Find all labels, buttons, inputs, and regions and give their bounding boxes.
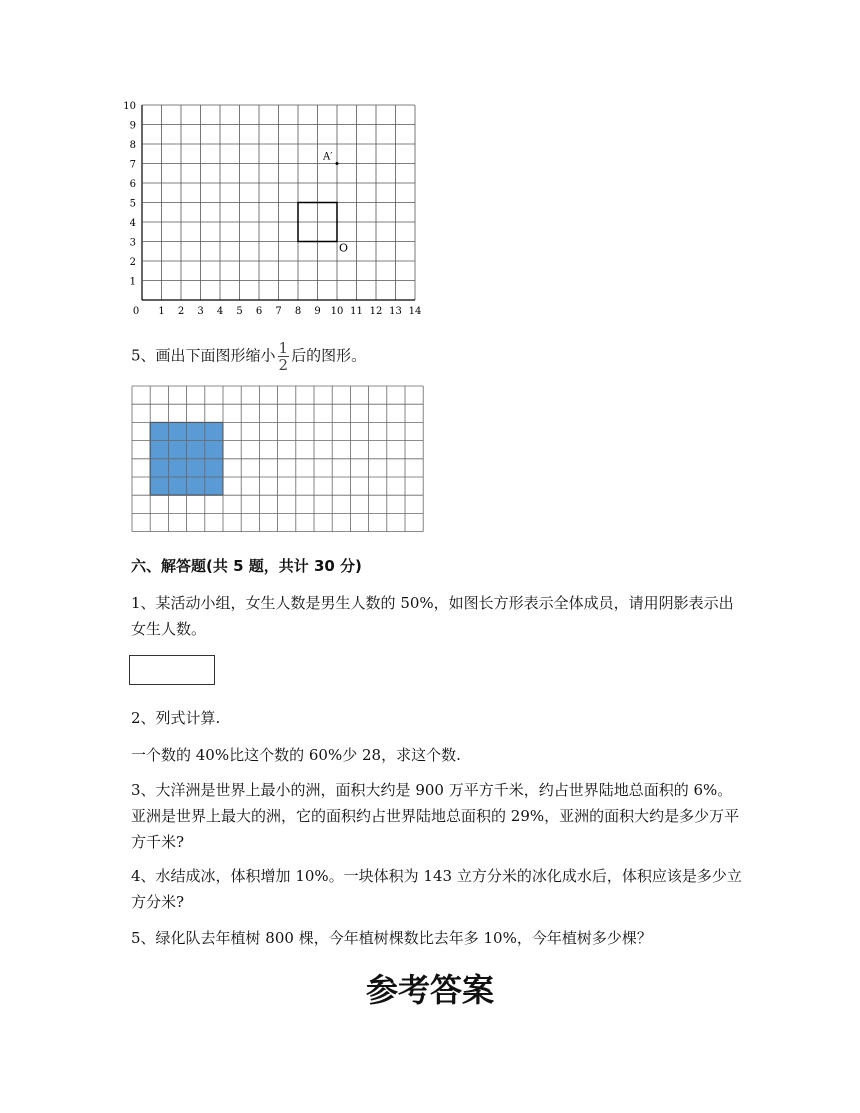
question-1: 1、某活动小组，女生人数是男生人数的 50%，如图长方形表示全体成员，请用阴影表示出女生人数。 bbox=[131, 594, 734, 638]
x-tick-label: 3 bbox=[197, 306, 204, 317]
x-tick-label: 11 bbox=[350, 306, 363, 317]
x-tick-label: 1 bbox=[158, 306, 165, 317]
q5-suffix: 后的图形。 bbox=[291, 346, 367, 365]
y-tick-label: 8 bbox=[129, 140, 136, 151]
question-4: 4、水结成冰，体积增加 10%。一块体积为 143 立方分米的冰化成水后，体积应该是多少立方分米? bbox=[131, 867, 742, 911]
x-tick-label: 9 bbox=[314, 306, 321, 317]
q5-instruction bbox=[131, 340, 366, 373]
x-tick-label: 7 bbox=[275, 306, 282, 317]
x-tick-label: 8 bbox=[294, 306, 302, 317]
y-tick-label: 4 bbox=[129, 218, 136, 229]
x-tick-label: 12 bbox=[369, 306, 383, 317]
point-a-prime bbox=[336, 162, 339, 165]
x-tick-label: 6 bbox=[255, 306, 263, 317]
x-tick-label: 5 bbox=[236, 306, 243, 317]
y-tick-label: 6 bbox=[129, 179, 136, 190]
y-tick-label: 10 bbox=[123, 101, 136, 112]
square-grid-lines bbox=[132, 386, 423, 532]
x-tick-label: 14 bbox=[408, 306, 422, 317]
q5-prefix: 5、画出下面图形缩小 bbox=[131, 346, 276, 365]
y-tick-label: 5 bbox=[129, 198, 136, 210]
x-axis-ticks bbox=[133, 306, 422, 317]
fraction-denominator: 2 bbox=[278, 356, 289, 374]
question-3: 3、大洋洲是世界上最小的洲，面积大约是 900 万平方千米，约占世界陆地总面积的 6%。亚洲是世界上最大的洲，它的面积约占世界陆地总面积的 29%，亚洲的面积大约是多少万平方千米? bbox=[131, 781, 740, 851]
y-axis-ticks bbox=[123, 101, 136, 288]
coordinate-grid-lines bbox=[142, 105, 415, 300]
answer-key-title: 参考答案 bbox=[365, 971, 494, 1009]
x-tick-label: 0 bbox=[132, 306, 140, 317]
coordinate-grid bbox=[120, 95, 430, 320]
x-tick-label: 2 bbox=[177, 306, 185, 317]
question-5: 5、绿化队去年植树 800 棵，今年植树棵数比去年多 10%，今年植树多少棵？ bbox=[131, 929, 652, 947]
fraction-one-half bbox=[278, 340, 290, 373]
x-tick-label: 10 bbox=[330, 306, 344, 317]
answer-rectangle[interactable] bbox=[129, 655, 215, 685]
y-tick-label: 3 bbox=[129, 237, 136, 249]
y-tick-label: 9 bbox=[129, 120, 136, 132]
question-2-title: 2、列式计算. bbox=[131, 709, 221, 727]
fraction-numerator: 1 bbox=[278, 339, 289, 357]
square-grid bbox=[131, 385, 425, 533]
y-tick-label: 7 bbox=[129, 159, 136, 171]
x-tick-label: 4 bbox=[216, 306, 224, 317]
point-a-prime-label: A′ bbox=[323, 151, 333, 163]
point-o-label: O bbox=[339, 241, 349, 255]
y-tick-label: 2 bbox=[129, 257, 136, 268]
section-title: 六、解答题(共 5 题，共计 30 分) bbox=[131, 557, 362, 575]
y-tick-label: 1 bbox=[129, 276, 136, 288]
question-2-body: 一个数的 40%比这个数的 60%少 28，求这个数. bbox=[131, 746, 461, 764]
x-tick-label: 13 bbox=[389, 306, 402, 317]
